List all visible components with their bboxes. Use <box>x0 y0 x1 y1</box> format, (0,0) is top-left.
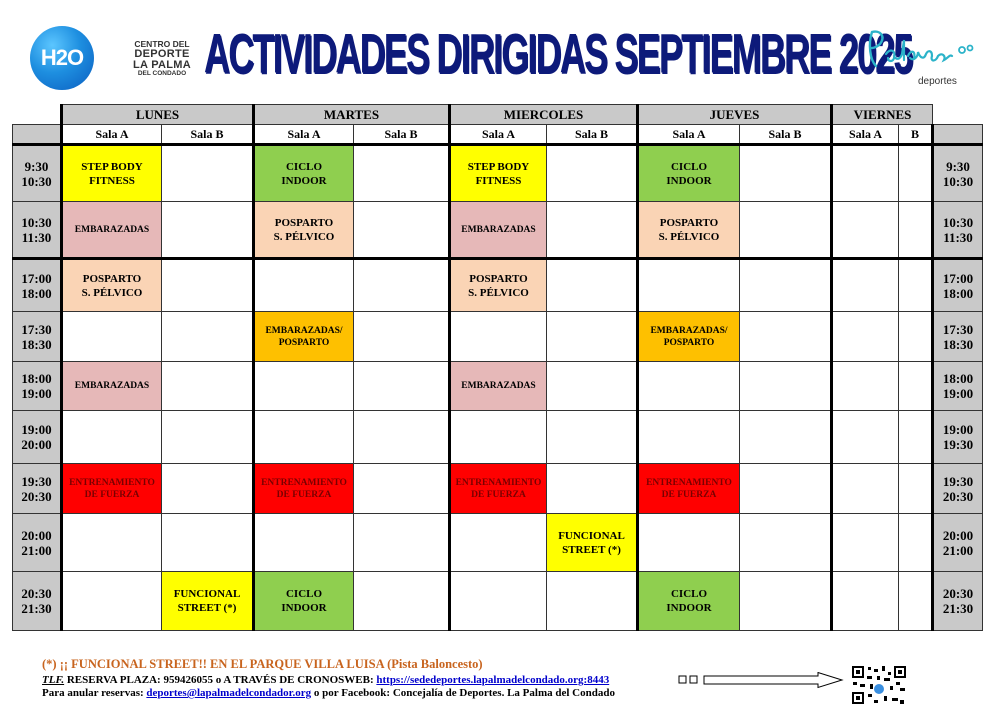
time-label-right <box>933 362 983 411</box>
empty-cell <box>547 312 638 362</box>
footer-anular <box>42 687 615 699</box>
empty-cell <box>740 362 832 411</box>
activity-name: CICLO <box>285 588 323 600</box>
time-label-right <box>933 411 983 464</box>
activity-subname: INDOOR <box>281 174 327 187</box>
activity-name: EMBARAZADAS/ <box>650 325 728 336</box>
empty-cell <box>547 362 638 411</box>
time-label-right <box>933 464 983 514</box>
time-start: 19:00 <box>942 422 974 437</box>
empty-cell <box>547 464 638 514</box>
empty-cell <box>547 145 638 202</box>
footer-reserva <box>42 674 615 686</box>
time-slot-row <box>13 572 983 631</box>
time-start: 9:30 <box>946 158 970 174</box>
empty-cell <box>832 572 899 631</box>
activity-subname: STREET (*) <box>177 602 237 614</box>
sala-header: Sala B <box>547 125 638 145</box>
day-header-row <box>13 105 983 125</box>
time-end: 21:00 <box>942 542 974 558</box>
footer-anular-text: Para anular reservas: <box>42 687 147 699</box>
empty-cell <box>254 514 354 572</box>
empty-cell <box>740 202 832 259</box>
time-start: 17:30 <box>21 321 52 337</box>
activity-name: STEP BODY <box>81 160 143 173</box>
activity-name: POSPARTO <box>82 272 142 285</box>
time-end: 19:00 <box>942 386 974 401</box>
header <box>0 0 1000 100</box>
centro-line3: DEL CONDADO <box>137 69 187 77</box>
activity-cell <box>450 259 547 312</box>
centro-line1: CENTRO DEL <box>134 39 190 49</box>
activity-cell <box>450 202 547 259</box>
activity-cell <box>162 572 254 631</box>
footer-tlf-label: TLF. <box>42 674 65 686</box>
empty-cell <box>832 514 899 572</box>
time-start: 9:30 <box>24 158 49 174</box>
time-label-left <box>13 411 62 464</box>
activity-name: POSPARTO <box>659 216 719 229</box>
activity-subname: DE FUERZA <box>84 489 140 500</box>
footer-facebook-text: o por Facebook: Concejalía de Deportes. La Palma del Condado <box>311 687 615 699</box>
time-slot-row <box>13 202 983 259</box>
empty-cell <box>354 514 450 572</box>
time-label-right <box>933 259 983 312</box>
activity-cell <box>254 312 354 362</box>
schedule-table <box>12 104 983 631</box>
empty-cell <box>162 145 254 202</box>
time-label-right <box>933 572 983 631</box>
empty-cell <box>832 464 899 514</box>
activity-cell <box>254 464 354 514</box>
footer-funcional-note: (*) ¡¡ FUNCIONAL STREET!! EN EL PARQUE VILLA LUISA (Pista Baloncesto) <box>42 657 483 671</box>
time-end: 10:30 <box>21 173 52 189</box>
empty-cell <box>899 259 933 312</box>
time-label-left <box>13 514 62 572</box>
activity-name: CICLO <box>285 160 323 173</box>
day-header-jueves: JUEVES <box>638 105 832 125</box>
time-start: 10:30 <box>942 214 974 230</box>
empty-cell <box>354 145 450 202</box>
time-label-left <box>13 572 62 631</box>
activity-cell <box>62 464 162 514</box>
time-start: 20:30 <box>21 586 52 601</box>
sala-header: Sala B <box>162 125 254 145</box>
empty-cell <box>547 572 638 631</box>
time-end: 21:30 <box>942 601 974 616</box>
empty-cell <box>354 202 450 259</box>
day-header-martes: MARTES <box>254 105 450 125</box>
time-label-left <box>13 145 62 202</box>
empty-cell <box>547 259 638 312</box>
corner-blank <box>13 105 62 125</box>
empty-cell <box>450 572 547 631</box>
activity-subname: DE FUERZA <box>471 489 526 500</box>
activity-name: ENTRENAMIENTO <box>646 477 732 488</box>
time-start: 17:00 <box>21 270 52 286</box>
activity-subname: S. PÉLVICO <box>468 286 529 299</box>
empty-cell <box>354 259 450 312</box>
time-label-right <box>933 202 983 259</box>
time-label-right <box>933 312 983 362</box>
time-end: 19:00 <box>21 386 52 401</box>
empty-cell <box>162 464 254 514</box>
activity-cell <box>638 312 740 362</box>
sala-header: Sala A <box>62 125 162 145</box>
empty-cell <box>62 572 162 631</box>
empty-cell <box>450 514 547 572</box>
sala-header: Sala B <box>740 125 832 145</box>
empty-cell <box>354 464 450 514</box>
time-label-left <box>13 362 62 411</box>
footer <box>42 657 615 699</box>
day-header-miercoles: MIERCOLES <box>450 105 638 125</box>
empty-cell <box>899 411 933 464</box>
time-label-left <box>13 464 62 514</box>
activity-subname: POSPARTO <box>278 337 330 348</box>
activity-cell <box>62 145 162 202</box>
cronosweb-link[interactable]: https://sededeportes.lapalmadelcondado.org:8443 <box>376 674 610 686</box>
activity-subname: STREET (*) <box>562 543 621 556</box>
time-slot-row <box>13 514 983 572</box>
schedule-grid <box>12 104 983 631</box>
day-header-viernes: VIERNES <box>832 105 933 125</box>
time-label-left <box>13 312 62 362</box>
activity-cell <box>450 145 547 202</box>
activity-name: EMBARAZADAS <box>461 224 536 235</box>
empty-cell <box>740 312 832 362</box>
h2o-logo: H2O <box>30 26 94 90</box>
time-start: 19:30 <box>942 473 974 489</box>
activity-subname: FITNESS <box>89 174 135 187</box>
empty-cell <box>162 202 254 259</box>
activity-cell <box>254 572 354 631</box>
activity-cell <box>254 145 354 202</box>
empty-cell <box>832 145 899 202</box>
empty-cell <box>62 411 162 464</box>
empty-cell <box>832 202 899 259</box>
time-end: 20:00 <box>21 437 52 452</box>
centro-line2a: DEPORTE <box>134 47 190 60</box>
activity-cell <box>450 362 547 411</box>
activity-cell <box>62 362 162 411</box>
empty-cell <box>354 362 450 411</box>
time-slot-row <box>13 145 983 202</box>
empty-cell <box>254 411 354 464</box>
centro-deporte-logo <box>130 40 194 77</box>
activity-name: EMBARAZADAS <box>74 381 150 391</box>
empty-cell <box>740 514 832 572</box>
activity-name: EMBARAZADAS <box>461 381 536 391</box>
email-link[interactable]: deportes@lapalmadelcondador.org <box>146 687 312 699</box>
empty-cell <box>162 259 254 312</box>
activity-subname: S. PÉLVICO <box>658 230 720 243</box>
empty-cell <box>740 464 832 514</box>
activity-name: FUNCIONAL <box>558 529 625 542</box>
sala-header: Sala A <box>638 125 740 145</box>
sala-header: B <box>899 125 933 145</box>
activity-subname: INDOOR <box>666 174 712 187</box>
activity-cell <box>254 202 354 259</box>
time-slot-row <box>13 411 983 464</box>
time-slot-row <box>13 464 983 514</box>
empty-cell <box>450 411 547 464</box>
time-start: 18:00 <box>942 371 974 386</box>
activity-subname: INDOOR <box>666 602 712 614</box>
empty-cell <box>832 312 899 362</box>
time-end: 11:30 <box>943 229 973 245</box>
empty-cell <box>740 411 832 464</box>
arrow-right-icon <box>678 672 844 690</box>
time-start: 19:00 <box>21 422 52 437</box>
time-start: 20:30 <box>942 586 974 601</box>
centro-line2b: LA PALMA <box>132 58 191 71</box>
time-slot-row <box>13 259 983 312</box>
empty-cell <box>354 312 450 362</box>
activity-subname: S. PÉLVICO <box>81 286 143 299</box>
activity-subname: FITNESS <box>475 174 522 187</box>
activity-subname: DE FUERZA <box>276 489 332 500</box>
time-slot-row <box>13 312 983 362</box>
empty-cell <box>162 411 254 464</box>
activity-name: EMBARAZADAS <box>74 224 150 235</box>
empty-cell <box>832 259 899 312</box>
empty-cell <box>162 362 254 411</box>
time-end: 18:00 <box>942 285 974 301</box>
time-start: 19:30 <box>21 473 52 489</box>
empty-cell <box>254 259 354 312</box>
empty-cell <box>638 411 740 464</box>
empty-cell <box>899 202 933 259</box>
empty-cell <box>899 362 933 411</box>
footer-reserva-text: RESERVA PLAZA: 959426055 o A TRAVÉS DE CRONOSWEB: <box>64 674 377 686</box>
empty-cell <box>638 514 740 572</box>
page-title: ACTIVIDADES DIRIGIDAS SEPTIEMBRE 2025 <box>204 21 912 85</box>
time-start: 10:30 <box>21 214 52 230</box>
day-header-lunes: LUNES <box>62 105 254 125</box>
time-start: 20:00 <box>21 527 52 543</box>
activity-subname: INDOOR <box>281 602 327 614</box>
time-label-right <box>933 145 983 202</box>
empty-cell <box>899 145 933 202</box>
corner-left <box>13 125 62 145</box>
empty-cell <box>354 572 450 631</box>
empty-cell <box>899 312 933 362</box>
time-end: 18:30 <box>942 336 974 352</box>
empty-cell <box>740 572 832 631</box>
empty-cell <box>450 312 547 362</box>
activity-name: CICLO <box>670 588 708 600</box>
empty-cell <box>162 312 254 362</box>
time-label-left <box>13 259 62 312</box>
empty-cell <box>899 572 933 631</box>
time-end: 19:30 <box>942 437 974 452</box>
time-end: 11:30 <box>21 229 52 245</box>
time-end: 10:30 <box>942 173 974 189</box>
activity-name: ENTRENAMIENTO <box>69 477 155 488</box>
empty-cell <box>638 259 740 312</box>
time-start: 17:00 <box>942 270 974 286</box>
time-end: 21:30 <box>21 601 52 616</box>
time-label-left <box>13 202 62 259</box>
corner-blank-right <box>933 105 983 125</box>
activity-cell <box>638 145 740 202</box>
empty-cell <box>547 202 638 259</box>
activity-name: POSPARTO <box>274 216 334 229</box>
activity-subname: DE FUERZA <box>661 489 717 500</box>
empty-cell <box>162 514 254 572</box>
empty-cell <box>740 145 832 202</box>
empty-cell <box>740 259 832 312</box>
empty-cell <box>62 514 162 572</box>
empty-cell <box>832 411 899 464</box>
sala-header: Sala B <box>354 125 450 145</box>
empty-cell <box>354 411 450 464</box>
time-end: 21:00 <box>21 542 52 558</box>
empty-cell <box>254 362 354 411</box>
activity-name: POSPARTO <box>469 272 528 285</box>
la-palma-script-icon <box>866 26 978 76</box>
sala-header: Sala A <box>450 125 547 145</box>
empty-cell <box>899 514 933 572</box>
empty-cell <box>547 411 638 464</box>
empty-cell <box>832 362 899 411</box>
sala-header: Sala A <box>832 125 899 145</box>
time-label-right <box>933 514 983 572</box>
activity-cell <box>547 514 638 572</box>
time-end: 20:30 <box>942 488 974 504</box>
empty-cell <box>62 312 162 362</box>
sala-header-row <box>13 125 983 145</box>
time-end: 18:30 <box>21 336 52 352</box>
activity-subname: POSPARTO <box>663 337 715 348</box>
activity-name: FUNCIONAL <box>173 588 241 600</box>
activity-name: ENTRENAMIENTO <box>261 477 347 488</box>
time-start: 20:00 <box>942 527 974 543</box>
activity-cell <box>638 202 740 259</box>
la-palma-subtitle: deportes <box>918 76 957 87</box>
time-slot-row <box>13 362 983 411</box>
time-start: 18:00 <box>21 371 52 386</box>
activity-cell <box>450 464 547 514</box>
empty-cell <box>899 464 933 514</box>
activity-name: STEP BODY <box>467 160 530 173</box>
activity-cell <box>62 259 162 312</box>
activity-name: EMBARAZADAS/ <box>265 325 343 336</box>
time-start: 17:30 <box>942 321 974 337</box>
empty-cell <box>638 362 740 411</box>
time-end: 20:30 <box>21 488 52 504</box>
qr-code-icon[interactable] <box>850 664 908 706</box>
activity-name: ENTRENAMIENTO <box>455 477 542 488</box>
sala-header: Sala A <box>254 125 354 145</box>
time-end: 18:00 <box>21 285 52 301</box>
activity-cell <box>62 202 162 259</box>
activity-cell <box>638 464 740 514</box>
activity-cell <box>638 572 740 631</box>
corner-right <box>933 125 983 145</box>
activity-subname: S. PÉLVICO <box>273 230 335 243</box>
activity-name: CICLO <box>670 160 708 173</box>
